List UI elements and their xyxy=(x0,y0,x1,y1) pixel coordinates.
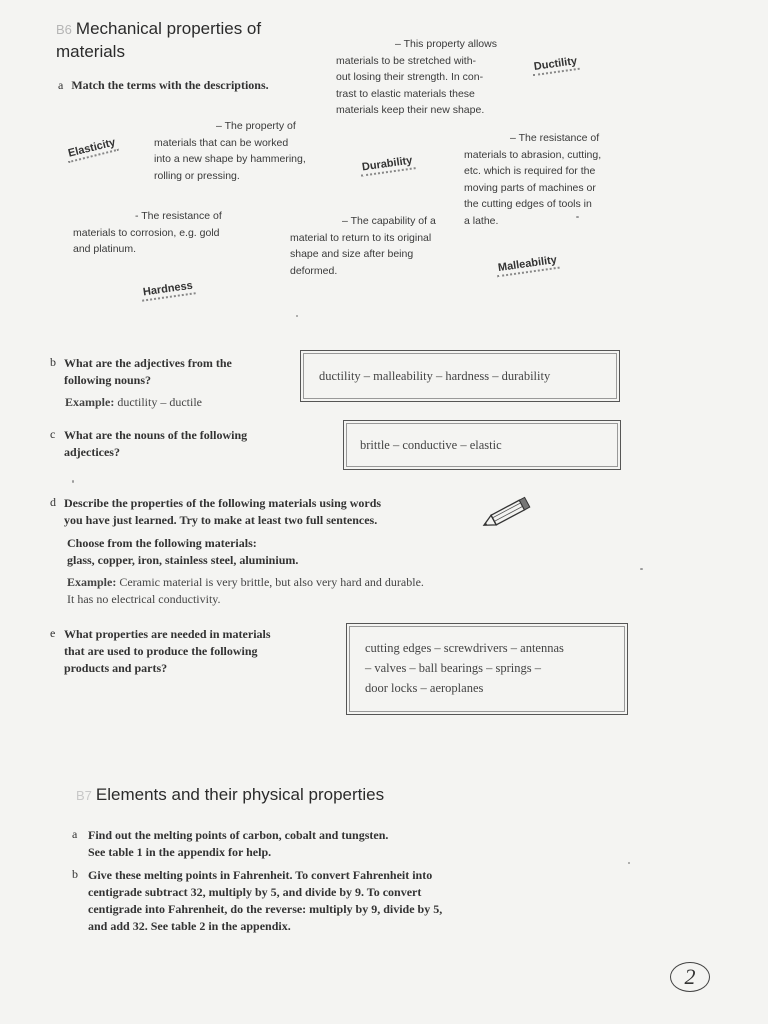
task-d-example: Example: Ceramic material is very brittle, but also very hard and durable. xyxy=(67,575,424,589)
section-b6-title: B6 Mechanical properties of materials xyxy=(56,19,262,61)
task-d: d Describe the properties of the following materials using words you have just learned. Try to make at least two full sentences. Choose from the following materials: glass, copper, iron, stainless steel, aluminium. Example: Ceramic material is very brittle, but also very hard and durable. It has no electrical conductivity. xyxy=(50,495,510,608)
section-b6-number: B6 xyxy=(56,22,72,37)
term-ductility: Ductility xyxy=(531,55,580,76)
scan-speck xyxy=(72,480,74,483)
task-c: c What are the nouns of the following adjectices? xyxy=(50,427,248,459)
task-e-word-box: cutting edges – screwdrivers – antennas – valves – ball bearings – springs – door locks – aeroplanes xyxy=(346,623,628,715)
page-number: 2 xyxy=(670,962,710,992)
scan-speck xyxy=(296,315,298,317)
term-elasticity: Elasticity xyxy=(65,136,119,163)
description-abrasion: – The resistance of materials to abrasion, cutting, etc. which is required for the moving parts of machines or the cutting edges of tools in a lathe. xyxy=(464,132,602,227)
task-b: b What are the adjectives from the following nouns? Example: ductility – ductile xyxy=(50,355,280,411)
term-hardness: Hardness xyxy=(140,279,196,301)
task-b-word-box: ductility – malleability – hardness – durability xyxy=(300,350,620,402)
task-d-materials: glass, copper, iron, stainless steel, aluminium. xyxy=(67,553,299,567)
scan-speck xyxy=(628,862,630,864)
task-e: e What properties are needed in materials that are used to produce the following products and parts? xyxy=(50,626,271,675)
task-b-example: Example: ductility – ductile xyxy=(65,395,202,409)
section-b7-title: B7 Elements and their physical properties xyxy=(76,785,385,804)
description-stretch: – This property allows materials to be stretched with- out losing their strength. In con- trast to elastic materials these materials keep their new shape. xyxy=(336,38,497,116)
description-corrosion: - The resistance of materials to corrosion, e.g. gold and platinum. xyxy=(73,210,222,255)
section-b7-number: B7 xyxy=(76,788,92,803)
task-b7-a: a Find out the melting points of carbon, cobalt and tungsten. See table 1 in the appendix for help. xyxy=(72,827,389,859)
scan-speck xyxy=(640,568,643,570)
task-d-choose-label: Choose from the following materials: xyxy=(67,536,257,550)
task-a: a Match the terms with the descriptions. xyxy=(58,78,269,92)
task-b7-b: b Give these melting points in Fahrenheit. To convert Fahrenheit into centigrade subtract 32, multiply by 5, and divide by 9. To convert centigrade into Fahrenheit, do the reverse: multiply by 9, divide by 5, and add 32. See table 2 in the appendix. xyxy=(72,867,443,933)
term-malleability: Malleability xyxy=(495,254,560,278)
description-return: – The capability of a material to return to its original shape and size after being deformed. xyxy=(290,215,436,277)
scan-speck xyxy=(576,216,579,218)
term-durability: Durability xyxy=(359,154,415,176)
description-hammer: – The property of materials that can be worked into a new shape by hammering, rolling or pressing. xyxy=(154,120,306,182)
pencil-icon xyxy=(478,492,538,534)
task-c-word-box: brittle – conductive – elastic xyxy=(343,420,621,470)
